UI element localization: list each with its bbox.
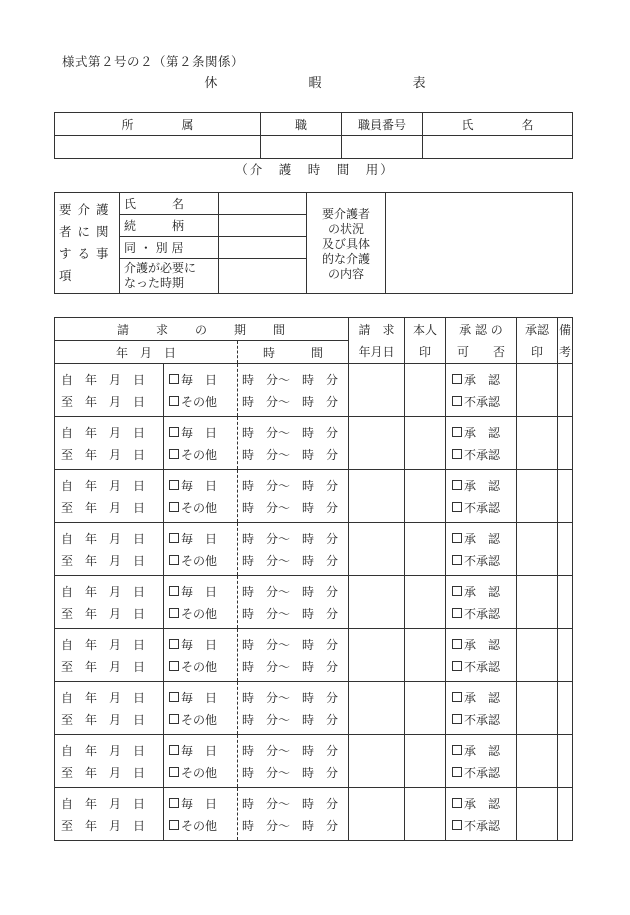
other-label: その他 bbox=[181, 447, 218, 462]
daily-label: 毎 日 bbox=[181, 372, 218, 387]
care-name-field[interactable] bbox=[219, 193, 307, 215]
date-cell[interactable] bbox=[55, 735, 164, 788]
remarks-header bbox=[557, 318, 572, 364]
care-start-line: 介護が必要に bbox=[124, 261, 197, 275]
header-line: 印 bbox=[530, 344, 543, 359]
title-char-1: 休 bbox=[204, 76, 218, 91]
approve-checkbox[interactable] bbox=[452, 474, 516, 496]
care-residence-field[interactable] bbox=[219, 237, 307, 259]
checkbox-icon[interactable] bbox=[169, 661, 179, 671]
to-date: 至 年 月 日 bbox=[61, 500, 146, 515]
approver-seal-cell[interactable] bbox=[516, 470, 557, 523]
request-row bbox=[55, 364, 573, 417]
checkbox-icon[interactable] bbox=[452, 396, 462, 406]
other-checkbox[interactable] bbox=[169, 708, 237, 730]
daily-checkbox[interactable] bbox=[169, 633, 237, 655]
frequency-cell bbox=[164, 576, 238, 629]
from-time: 時 分～ 時 分 bbox=[241, 425, 338, 440]
request-row bbox=[55, 576, 573, 629]
reject-label: 不承認 bbox=[463, 553, 500, 568]
title-char-3: 表 bbox=[412, 76, 426, 91]
date-header: 年 月 日 bbox=[55, 341, 238, 364]
affiliation-field[interactable] bbox=[55, 136, 261, 159]
header-line: 年月日 bbox=[358, 344, 395, 359]
checkbox-icon[interactable] bbox=[452, 374, 462, 384]
care-section-label bbox=[55, 193, 120, 294]
approver-seal-cell[interactable] bbox=[516, 629, 557, 682]
title-char-2: 暇 bbox=[308, 76, 322, 91]
daily-checkbox[interactable] bbox=[169, 474, 237, 496]
field-relation-label: 続 柄 bbox=[120, 215, 219, 237]
checkbox-icon[interactable] bbox=[169, 480, 179, 490]
request-row bbox=[55, 682, 573, 735]
care-label-line: 項 bbox=[59, 268, 73, 283]
to-time: 時 分～ 時 分 bbox=[241, 765, 338, 780]
checkbox-icon[interactable] bbox=[452, 555, 462, 565]
personal-seal-cell[interactable] bbox=[404, 364, 445, 417]
time-cell[interactable] bbox=[237, 417, 348, 470]
daily-checkbox[interactable] bbox=[169, 739, 237, 761]
daily-label: 毎 日 bbox=[181, 425, 218, 440]
frequency-cell bbox=[164, 788, 238, 841]
checkbox-icon[interactable] bbox=[452, 502, 462, 512]
header-line: 請 求 bbox=[358, 322, 395, 337]
name-header: 氏 名 bbox=[423, 113, 573, 136]
status-label-line: 要介護者 bbox=[321, 207, 370, 221]
reject-checkbox[interactable] bbox=[452, 496, 516, 518]
checkbox-icon[interactable] bbox=[452, 427, 462, 437]
request-row bbox=[55, 735, 573, 788]
approver-seal-cell[interactable] bbox=[516, 417, 557, 470]
daily-label: 毎 日 bbox=[181, 637, 218, 652]
frequency-cell bbox=[164, 682, 238, 735]
checkbox-icon[interactable] bbox=[169, 767, 179, 777]
personal-seal-cell[interactable] bbox=[404, 735, 445, 788]
to-time: 時 分～ 時 分 bbox=[241, 712, 338, 727]
from-time: 時 分～ 時 分 bbox=[241, 584, 338, 599]
approve-label: 承 認 bbox=[463, 690, 500, 705]
other-checkbox[interactable] bbox=[169, 814, 237, 836]
approval-cell bbox=[445, 470, 516, 523]
date-cell[interactable] bbox=[55, 523, 164, 576]
date-cell[interactable] bbox=[55, 682, 164, 735]
personal-seal-cell[interactable] bbox=[404, 417, 445, 470]
to-date: 至 年 月 日 bbox=[61, 712, 146, 727]
other-checkbox[interactable] bbox=[169, 602, 237, 624]
checkbox-icon[interactable] bbox=[452, 745, 462, 755]
other-label: その他 bbox=[181, 765, 218, 780]
status-field[interactable] bbox=[386, 193, 573, 294]
checkbox-icon[interactable] bbox=[169, 396, 179, 406]
remarks-cell[interactable] bbox=[557, 682, 572, 735]
checkbox-icon[interactable] bbox=[169, 449, 179, 459]
status-label-line: 的な介護 bbox=[321, 252, 370, 266]
field-name-label: 氏 名 bbox=[120, 193, 219, 215]
field-residence-label: 同 ・ 別 居 bbox=[120, 237, 219, 259]
time-cell[interactable] bbox=[237, 576, 348, 629]
approval-cell bbox=[445, 629, 516, 682]
daily-label: 毎 日 bbox=[181, 531, 218, 546]
from-date: 自 年 月 日 bbox=[61, 690, 146, 705]
approval-cell bbox=[445, 788, 516, 841]
daily-label: 毎 日 bbox=[181, 690, 218, 705]
reject-label: 不承認 bbox=[463, 659, 500, 674]
reject-label: 不承認 bbox=[463, 394, 500, 409]
status-label-line: の内容 bbox=[327, 267, 364, 281]
status-label-line: の状況 bbox=[327, 222, 364, 236]
from-date: 自 年 月 日 bbox=[61, 425, 146, 440]
from-time: 時 分～ 時 分 bbox=[241, 637, 338, 652]
approval-header bbox=[445, 318, 516, 364]
checkbox-icon[interactable] bbox=[452, 480, 462, 490]
to-date: 至 年 月 日 bbox=[61, 447, 146, 462]
name-field[interactable] bbox=[423, 136, 573, 159]
time-cell[interactable] bbox=[237, 629, 348, 682]
care-label-line: 要 介 護 bbox=[59, 202, 110, 217]
other-label: その他 bbox=[181, 606, 218, 621]
position-header: 職 bbox=[261, 113, 342, 136]
from-time: 時 分～ 時 分 bbox=[241, 478, 338, 493]
header-line: 可 否 bbox=[456, 344, 505, 359]
personal-seal-header bbox=[404, 318, 445, 364]
staff-no-header: 職員番号 bbox=[342, 113, 423, 136]
time-header: 時 間 bbox=[237, 341, 348, 364]
approve-checkbox[interactable] bbox=[452, 421, 516, 443]
checkbox-icon[interactable] bbox=[169, 374, 179, 384]
approve-label: 承 認 bbox=[463, 478, 500, 493]
approve-label: 承 認 bbox=[463, 425, 500, 440]
time-cell[interactable] bbox=[237, 682, 348, 735]
checkbox-icon[interactable] bbox=[452, 533, 462, 543]
time-cell[interactable] bbox=[237, 364, 348, 417]
header-line: 承 認 の bbox=[459, 322, 503, 337]
form-number: 様式第２号の２（第２条関係） bbox=[62, 54, 245, 69]
remarks-cell[interactable] bbox=[557, 417, 572, 470]
checkbox-icon[interactable] bbox=[452, 586, 462, 596]
checkbox-icon[interactable] bbox=[452, 820, 462, 830]
daily-checkbox[interactable] bbox=[169, 527, 237, 549]
time-cell[interactable] bbox=[237, 788, 348, 841]
request-date-cell[interactable] bbox=[348, 788, 404, 841]
approval-cell bbox=[445, 735, 516, 788]
from-time: 時 分～ 時 分 bbox=[241, 690, 338, 705]
from-date: 自 年 月 日 bbox=[61, 478, 146, 493]
affiliation-header: 所 属 bbox=[55, 113, 261, 136]
remarks-cell[interactable] bbox=[557, 788, 572, 841]
remarks-cell[interactable] bbox=[557, 576, 572, 629]
date-cell[interactable] bbox=[55, 629, 164, 682]
position-field[interactable] bbox=[261, 136, 342, 159]
approve-label: 承 認 bbox=[463, 743, 500, 758]
approve-checkbox[interactable] bbox=[452, 792, 516, 814]
approver-seal-cell[interactable] bbox=[516, 364, 557, 417]
to-time: 時 分～ 時 分 bbox=[241, 447, 338, 462]
request-table bbox=[54, 317, 573, 841]
reject-label: 不承認 bbox=[463, 500, 500, 515]
reject-checkbox[interactable] bbox=[452, 602, 516, 624]
personal-seal-cell[interactable] bbox=[404, 788, 445, 841]
other-checkbox[interactable] bbox=[169, 390, 237, 412]
daily-checkbox[interactable] bbox=[169, 368, 237, 390]
checkbox-icon[interactable] bbox=[452, 767, 462, 777]
personal-seal-cell[interactable] bbox=[404, 629, 445, 682]
daily-checkbox[interactable] bbox=[169, 421, 237, 443]
daily-label: 毎 日 bbox=[181, 584, 218, 599]
care-relation-field[interactable] bbox=[219, 215, 307, 237]
to-date: 至 年 月 日 bbox=[61, 659, 146, 674]
header-line: 承認 bbox=[524, 322, 549, 337]
status-label-line: 及び具体 bbox=[321, 237, 370, 251]
time-cell[interactable] bbox=[237, 470, 348, 523]
from-time: 時 分～ 時 分 bbox=[241, 372, 338, 387]
to-time: 時 分～ 時 分 bbox=[241, 818, 338, 833]
to-time: 時 分～ 時 分 bbox=[241, 553, 338, 568]
to-date: 至 年 月 日 bbox=[61, 553, 146, 568]
request-row bbox=[55, 788, 573, 841]
frequency-cell bbox=[164, 364, 238, 417]
other-checkbox[interactable] bbox=[169, 496, 237, 518]
from-time: 時 分～ 時 分 bbox=[241, 743, 338, 758]
from-date: 自 年 月 日 bbox=[61, 743, 146, 758]
checkbox-icon[interactable] bbox=[169, 639, 179, 649]
checkbox-icon[interactable] bbox=[169, 586, 179, 596]
time-cell[interactable] bbox=[237, 735, 348, 788]
from-date: 自 年 月 日 bbox=[61, 372, 146, 387]
approval-cell bbox=[445, 364, 516, 417]
approver-seal-cell[interactable] bbox=[516, 735, 557, 788]
other-label: その他 bbox=[181, 553, 218, 568]
checkbox-icon[interactable] bbox=[169, 820, 179, 830]
approver-seal-header bbox=[516, 318, 557, 364]
other-label: その他 bbox=[181, 500, 218, 515]
status-label bbox=[307, 193, 386, 294]
reject-label: 不承認 bbox=[463, 447, 500, 462]
frequency-cell bbox=[164, 523, 238, 576]
approve-label: 承 認 bbox=[463, 637, 500, 652]
checkbox-icon[interactable] bbox=[452, 608, 462, 618]
approve-checkbox[interactable] bbox=[452, 527, 516, 549]
approval-cell bbox=[445, 682, 516, 735]
checkbox-icon[interactable] bbox=[452, 639, 462, 649]
daily-label: 毎 日 bbox=[181, 743, 218, 758]
to-date: 至 年 月 日 bbox=[61, 765, 146, 780]
frequency-cell bbox=[164, 470, 238, 523]
from-date: 自 年 月 日 bbox=[61, 637, 146, 652]
reject-checkbox[interactable] bbox=[452, 814, 516, 836]
care-recipient-table bbox=[54, 192, 573, 294]
approve-label: 承 認 bbox=[463, 584, 500, 599]
checkbox-icon[interactable] bbox=[452, 661, 462, 671]
reject-checkbox[interactable] bbox=[452, 761, 516, 783]
to-time: 時 分～ 時 分 bbox=[241, 394, 338, 409]
daily-label: 毎 日 bbox=[181, 478, 218, 493]
approve-checkbox[interactable] bbox=[452, 633, 516, 655]
daily-checkbox[interactable] bbox=[169, 580, 237, 602]
daily-checkbox[interactable] bbox=[169, 686, 237, 708]
from-time: 時 分～ 時 分 bbox=[241, 531, 338, 546]
staff-no-field[interactable] bbox=[342, 136, 423, 159]
request-row bbox=[55, 523, 573, 576]
approver-seal-cell[interactable] bbox=[516, 788, 557, 841]
approver-seal-cell[interactable] bbox=[516, 523, 557, 576]
time-cell[interactable] bbox=[237, 523, 348, 576]
remarks-cell[interactable] bbox=[557, 470, 572, 523]
other-label: その他 bbox=[181, 712, 218, 727]
checkbox-icon[interactable] bbox=[452, 692, 462, 702]
to-date: 至 年 月 日 bbox=[61, 394, 146, 409]
reject-checkbox[interactable] bbox=[452, 708, 516, 730]
checkbox-icon[interactable] bbox=[452, 798, 462, 808]
request-date-cell[interactable] bbox=[348, 417, 404, 470]
remarks-cell[interactable] bbox=[557, 629, 572, 682]
employee-table bbox=[54, 112, 573, 159]
approve-checkbox[interactable] bbox=[452, 580, 516, 602]
checkbox-icon[interactable] bbox=[169, 502, 179, 512]
reject-checkbox[interactable] bbox=[452, 443, 516, 465]
checkbox-icon[interactable] bbox=[169, 692, 179, 702]
personal-seal-cell[interactable] bbox=[404, 576, 445, 629]
other-checkbox[interactable] bbox=[169, 761, 237, 783]
request-date-cell[interactable] bbox=[348, 523, 404, 576]
approval-cell bbox=[445, 523, 516, 576]
checkbox-icon[interactable] bbox=[169, 798, 179, 808]
period-header: 請 求 の 期 間 bbox=[55, 318, 349, 341]
checkbox-icon[interactable] bbox=[452, 449, 462, 459]
reject-label: 不承認 bbox=[463, 712, 500, 727]
from-date: 自 年 月 日 bbox=[61, 584, 146, 599]
request-date-header bbox=[348, 318, 404, 364]
approve-checkbox[interactable] bbox=[452, 368, 516, 390]
date-cell[interactable] bbox=[55, 788, 164, 841]
other-label: その他 bbox=[181, 659, 218, 674]
to-date: 至 年 月 日 bbox=[61, 818, 146, 833]
checkbox-icon[interactable] bbox=[169, 714, 179, 724]
daily-checkbox[interactable] bbox=[169, 792, 237, 814]
approve-label: 承 認 bbox=[463, 372, 500, 387]
date-cell[interactable] bbox=[55, 576, 164, 629]
frequency-cell bbox=[164, 735, 238, 788]
request-date-cell[interactable] bbox=[348, 576, 404, 629]
personal-seal-cell[interactable] bbox=[404, 682, 445, 735]
reject-checkbox[interactable] bbox=[452, 655, 516, 677]
reject-label: 不承認 bbox=[463, 606, 500, 621]
request-date-cell[interactable] bbox=[348, 682, 404, 735]
subtitle: （介 護 時 間 用） bbox=[235, 162, 395, 177]
to-time: 時 分～ 時 分 bbox=[241, 659, 338, 674]
frequency-cell bbox=[164, 629, 238, 682]
reject-label: 不承認 bbox=[463, 818, 500, 833]
checkbox-icon[interactable] bbox=[169, 608, 179, 618]
to-time: 時 分～ 時 分 bbox=[241, 606, 338, 621]
date-cell[interactable] bbox=[55, 470, 164, 523]
request-date-cell[interactable] bbox=[348, 629, 404, 682]
request-date-cell[interactable] bbox=[348, 735, 404, 788]
personal-seal-cell[interactable] bbox=[404, 523, 445, 576]
approval-cell bbox=[445, 576, 516, 629]
care-label-line: す る 事 bbox=[59, 246, 110, 261]
checkbox-icon[interactable] bbox=[169, 555, 179, 565]
reject-label: 不承認 bbox=[463, 765, 500, 780]
from-date: 自 年 月 日 bbox=[61, 531, 146, 546]
approval-cell bbox=[445, 417, 516, 470]
other-label: その他 bbox=[181, 818, 218, 833]
care-start-field[interactable] bbox=[219, 259, 307, 294]
to-date: 至 年 月 日 bbox=[61, 606, 146, 621]
approve-checkbox[interactable] bbox=[452, 686, 516, 708]
reject-checkbox[interactable] bbox=[452, 549, 516, 571]
checkbox-icon[interactable] bbox=[169, 745, 179, 755]
other-checkbox[interactable] bbox=[169, 549, 237, 571]
remarks-cell[interactable] bbox=[557, 735, 572, 788]
approve-checkbox[interactable] bbox=[452, 739, 516, 761]
other-label: その他 bbox=[181, 394, 218, 409]
care-start-line: なった時期 bbox=[124, 276, 185, 290]
request-row bbox=[55, 629, 573, 682]
frequency-cell bbox=[164, 417, 238, 470]
date-cell[interactable] bbox=[55, 364, 164, 417]
reject-checkbox[interactable] bbox=[452, 390, 516, 412]
approve-label: 承 認 bbox=[463, 531, 500, 546]
date-cell[interactable] bbox=[55, 417, 164, 470]
care-label-line: 者 に 関 bbox=[59, 224, 110, 239]
approver-seal-cell[interactable] bbox=[516, 576, 557, 629]
page-title bbox=[0, 72, 630, 91]
personal-seal-cell[interactable] bbox=[404, 470, 445, 523]
checkbox-icon[interactable] bbox=[169, 533, 179, 543]
header-line: 考 bbox=[558, 344, 571, 359]
header-line: 備 bbox=[558, 322, 571, 337]
daily-label: 毎 日 bbox=[181, 796, 218, 811]
approver-seal-cell[interactable] bbox=[516, 682, 557, 735]
remarks-cell[interactable] bbox=[557, 523, 572, 576]
header-line: 印 bbox=[418, 344, 431, 359]
request-row bbox=[55, 470, 573, 523]
request-date-cell[interactable] bbox=[348, 364, 404, 417]
request-row bbox=[55, 417, 573, 470]
request-date-cell[interactable] bbox=[348, 470, 404, 523]
remarks-cell[interactable] bbox=[557, 364, 572, 417]
from-date: 自 年 月 日 bbox=[61, 796, 146, 811]
field-care-start-label bbox=[120, 259, 219, 294]
checkbox-icon[interactable] bbox=[452, 714, 462, 724]
to-time: 時 分～ 時 分 bbox=[241, 500, 338, 515]
header-line: 本人 bbox=[412, 322, 437, 337]
checkbox-icon[interactable] bbox=[169, 427, 179, 437]
other-checkbox[interactable] bbox=[169, 443, 237, 465]
approve-label: 承 認 bbox=[463, 796, 500, 811]
from-time: 時 分～ 時 分 bbox=[241, 796, 338, 811]
other-checkbox[interactable] bbox=[169, 655, 237, 677]
